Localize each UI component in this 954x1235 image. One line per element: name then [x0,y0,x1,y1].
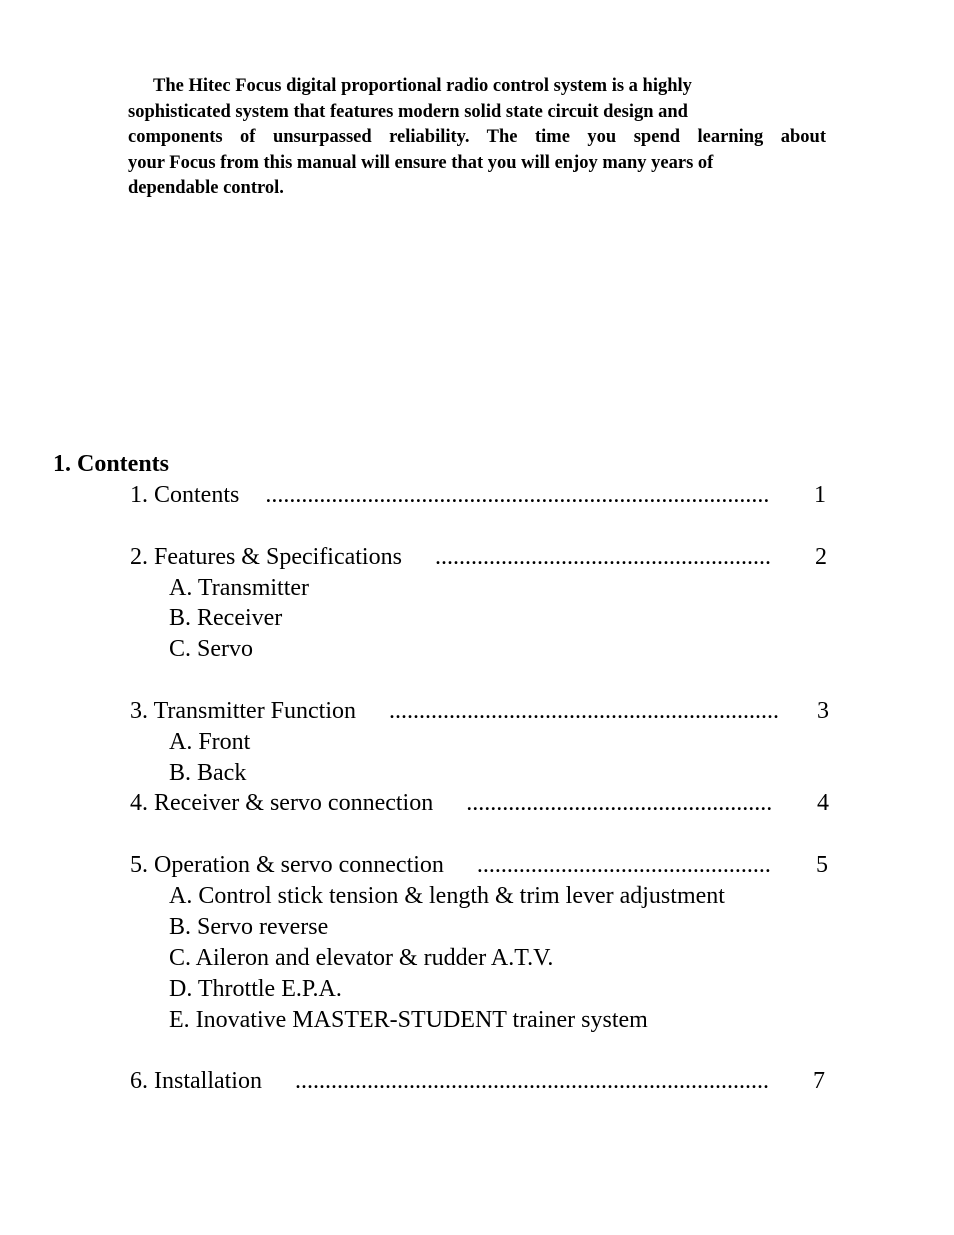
intro-line: The Hitec Focus digital proportional radio control system is a highly [153,76,692,96]
toc-entry[interactable] [130,480,826,510]
toc-entry-label: 4. Receiver & servo connection [130,790,434,816]
intro-line: your Focus from this manual will ensure that you will enjoy many years of [128,152,714,173]
toc-leader-dots: ............................................................................... [294,1068,769,1094]
toc-page-number: 1 [814,482,826,508]
toc-page-number: 4 [817,790,829,816]
toc-page-number: 5 [816,852,828,878]
toc-sub-entry[interactable]: B. Back [169,760,247,786]
toc-leader-dots: .................................................................................... [265,482,770,508]
toc-leader-dots: ................................................. [476,852,771,878]
intro-line: sophisticated system that features modern solid state circuit design and [128,101,688,122]
toc-page-number: 7 [813,1068,825,1094]
toc-sub-entry[interactable]: A. Transmitter [169,575,310,601]
toc-entry-label: 6. Installation [130,1068,262,1094]
toc-leader-dots: ................................................................. [389,698,780,724]
toc-sub-entry[interactable]: C. Aileron and elevator & rudder A.T.V. [169,945,554,971]
toc-entry[interactable] [130,696,829,726]
toc-page-number: 3 [817,698,829,724]
toc-entry-label: 3. Transmitter Function [130,698,357,724]
toc-entry[interactable] [130,850,828,880]
toc-entry[interactable] [130,788,829,818]
contents-heading: 1. Contents [53,451,170,477]
toc-leader-dots: ................................................... [466,790,773,816]
toc-leader-dots: ........................................................ [434,544,771,570]
intro-line: components of unsurpassed reliability. The time you spend learning about [128,127,826,148]
toc-sub-entry[interactable]: B. Receiver [169,605,283,631]
toc-entry-label: 1. Contents [130,482,240,508]
toc-sub-entry[interactable]: C. Servo [169,636,253,662]
toc-sub-entry[interactable]: A. Control stick tension & length & trim lever adjustment [169,883,725,909]
toc-entry[interactable] [130,1066,825,1096]
toc-page-number: 2 [815,544,827,570]
intro-line: dependable control. [128,178,284,199]
toc-entry[interactable] [130,542,827,572]
toc-entry-label: 2. Features & Specifications [130,544,402,570]
toc-entry-label: 5. Operation & servo connection [130,852,444,878]
toc-sub-entry[interactable]: D. Throttle E.P.A. [169,976,342,1002]
toc-sub-entry[interactable]: B. Servo reverse [169,914,329,940]
toc-sub-entry[interactable]: A. Front [169,729,251,755]
toc-sub-entry[interactable]: E. Inovative MASTER-STUDENT trainer system [169,1007,648,1033]
